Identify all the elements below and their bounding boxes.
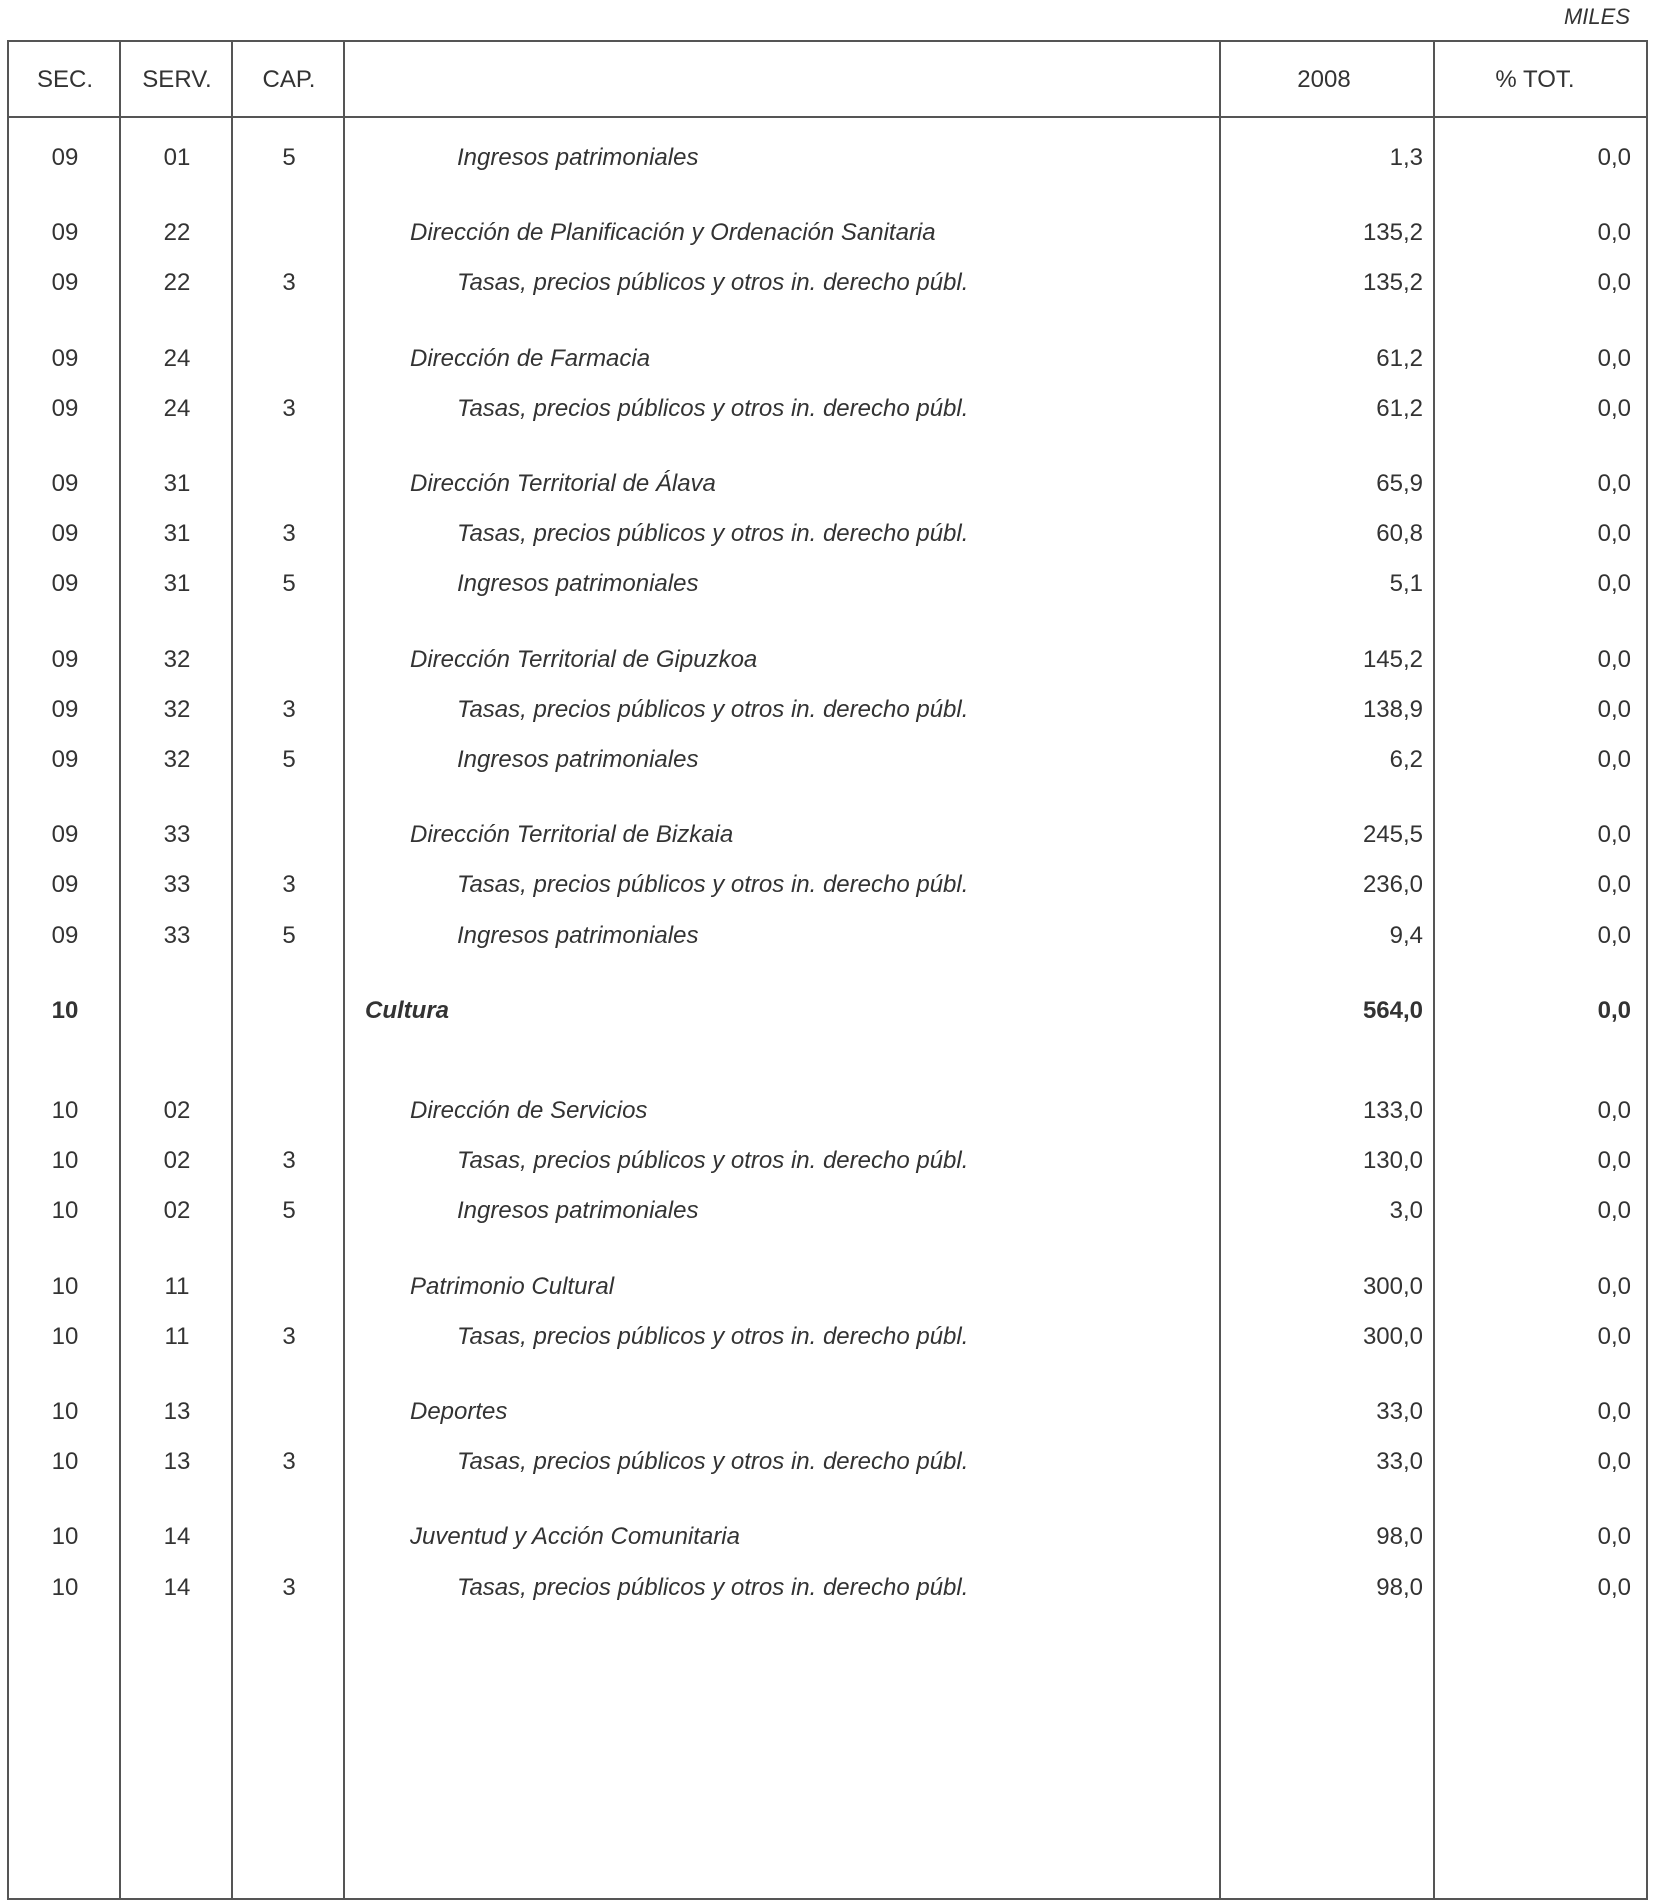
- table-row: [9, 136, 1646, 176]
- cell-description: Tasas, precios públicos y otros in. derecho públ.: [457, 1322, 969, 1350]
- header-serv: SERV.: [142, 66, 212, 93]
- cell-description: Tasas, precios públicos y otros in. derecho públ.: [457, 520, 969, 548]
- cell-sec: 10: [51, 1147, 79, 1175]
- cell-amount: 300,0: [1362, 1322, 1423, 1350]
- column-divider: [119, 42, 121, 1898]
- cell-percent: 0,0: [1597, 470, 1631, 497]
- cell-description: Deportes: [410, 1398, 508, 1425]
- cell-amount: 3,0: [1389, 1197, 1423, 1225]
- cell-amount: 61,2: [1376, 344, 1423, 372]
- cell-cap: 3: [282, 1147, 296, 1175]
- cell-amount: 33,0: [1376, 1448, 1423, 1476]
- cell-sec: 10: [51, 1573, 79, 1601]
- cell-cap: 3: [282, 269, 296, 297]
- cell-sec: 10: [51, 996, 79, 1024]
- cell-percent: 0,0: [1597, 344, 1631, 372]
- cell-serv: 33: [163, 821, 191, 849]
- table-row: [9, 813, 1646, 853]
- cell-serv: 02: [163, 1097, 191, 1124]
- cell-amount: 61,2: [1376, 394, 1423, 422]
- cell-percent: 0,0: [1597, 1523, 1631, 1551]
- cell-cap: 5: [282, 1197, 296, 1225]
- cell-amount: 5,1: [1389, 570, 1423, 598]
- cell-percent: 0,0: [1597, 269, 1631, 297]
- cell-amount: 130,0: [1362, 1147, 1423, 1175]
- table-row: [9, 261, 1646, 301]
- table-row: [9, 1139, 1646, 1179]
- table-row: [9, 914, 1646, 954]
- cell-serv: 22: [163, 219, 191, 247]
- cell-serv: 14: [163, 1573, 191, 1601]
- cell-serv: 13: [163, 1448, 191, 1476]
- cell-description: Ingresos patrimoniales: [457, 921, 699, 949]
- cell-cap: 3: [282, 1322, 296, 1350]
- cell-sec: 09: [51, 269, 79, 297]
- cell-sec: 09: [51, 695, 79, 723]
- cell-sec: 09: [51, 570, 79, 598]
- cell-percent: 0,0: [1597, 144, 1631, 171]
- cell-sec: 10: [51, 1197, 79, 1225]
- cell-cap: 3: [282, 520, 296, 548]
- cell-percent: 0,0: [1597, 219, 1631, 247]
- cell-amount: 65,9: [1376, 470, 1423, 497]
- cell-serv: 32: [163, 645, 191, 673]
- cell-cap: 3: [282, 394, 296, 422]
- cell-sec: 09: [51, 394, 79, 422]
- cell-description: Dirección Territorial de Álava: [410, 470, 716, 497]
- table-row: [9, 989, 1646, 1029]
- cell-sec: 10: [51, 1322, 79, 1350]
- cell-amount: 245,5: [1362, 821, 1423, 849]
- cell-description: Tasas, precios públicos y otros in. derecho públ.: [457, 871, 969, 899]
- cell-amount: 135,2: [1362, 219, 1423, 247]
- cell-percent: 0,0: [1597, 871, 1631, 899]
- cell-description: Patrimonio Cultural: [410, 1272, 615, 1300]
- table-row: [9, 387, 1646, 427]
- cell-description: Tasas, precios públicos y otros in. derecho públ.: [457, 269, 969, 297]
- header-sec: SEC.: [36, 66, 93, 93]
- cell-serv: 02: [163, 1147, 191, 1175]
- cell-percent: 0,0: [1597, 1147, 1631, 1175]
- cell-percent: 0,0: [1597, 520, 1631, 548]
- cell-description: Dirección Territorial de Bizkaia: [410, 821, 734, 849]
- cell-percent: 0,0: [1597, 1322, 1631, 1350]
- table-row: [9, 738, 1646, 778]
- cell-cap: 3: [282, 871, 296, 899]
- cell-cap: 5: [282, 746, 296, 773]
- cell-serv: 31: [163, 570, 191, 598]
- table-row: [9, 1315, 1646, 1355]
- cell-description: Ingresos patrimoniales: [457, 144, 699, 171]
- cell-amount: 145,2: [1362, 645, 1423, 673]
- table-row: [9, 1440, 1646, 1480]
- cell-serv: 32: [163, 695, 191, 723]
- cell-amount: 138,9: [1362, 695, 1423, 723]
- cell-sec: 09: [51, 921, 79, 949]
- cell-cap: 5: [282, 921, 296, 949]
- cell-sec: 10: [51, 1097, 79, 1124]
- cell-percent: 0,0: [1597, 1197, 1631, 1225]
- cell-amount: 9,4: [1389, 921, 1423, 949]
- cell-description: Dirección de Farmacia: [410, 344, 651, 372]
- table-header: [9, 42, 1646, 118]
- cell-cap: 3: [282, 1573, 296, 1601]
- cell-percent: 0,0: [1597, 695, 1631, 723]
- cell-percent: 0,0: [1597, 1573, 1631, 1601]
- header-year: 2008: [1297, 66, 1351, 93]
- cell-description: Dirección de Planificación y Ordenación Sanitaria: [410, 219, 936, 247]
- table-row: [9, 1189, 1646, 1229]
- cell-serv: 11: [164, 1322, 190, 1350]
- cell-amount: 33,0: [1376, 1398, 1423, 1425]
- cell-description: Ingresos patrimoniales: [457, 1197, 699, 1225]
- cell-amount: 135,2: [1362, 269, 1423, 297]
- cell-percent: 0,0: [1597, 1448, 1631, 1476]
- cell-description: Tasas, precios públicos y otros in. derecho públ.: [457, 1448, 969, 1476]
- cell-serv: 22: [163, 269, 191, 297]
- table-row: [9, 688, 1646, 728]
- cell-serv: 31: [163, 520, 191, 548]
- table-row: [9, 1566, 1646, 1606]
- column-divider: [343, 42, 345, 1898]
- cell-amount: 133,0: [1362, 1097, 1423, 1124]
- cell-serv: 14: [163, 1523, 191, 1551]
- cell-description: Tasas, precios públicos y otros in. derecho públ.: [457, 1573, 969, 1601]
- table-row: [9, 1515, 1646, 1555]
- cell-sec: 09: [51, 871, 79, 899]
- cell-sec: 10: [51, 1398, 79, 1425]
- cell-amount: 6,2: [1389, 746, 1423, 773]
- table-row: [9, 863, 1646, 903]
- cell-percent: 0,0: [1597, 1097, 1631, 1124]
- cell-serv: 31: [163, 470, 191, 497]
- cell-cap: 5: [282, 570, 296, 598]
- cell-serv: 13: [163, 1398, 191, 1425]
- cell-percent: 0,0: [1597, 821, 1631, 849]
- cell-amount: 60,8: [1376, 520, 1423, 548]
- cell-percent: 0,0: [1597, 1272, 1631, 1300]
- column-divider: [1219, 42, 1221, 1898]
- table-row: [9, 1390, 1646, 1430]
- cell-cap: 5: [282, 144, 296, 171]
- cell-serv: 11: [164, 1272, 190, 1300]
- cell-serv: 24: [163, 394, 191, 422]
- cell-sec: 09: [51, 645, 79, 673]
- cell-amount: 236,0: [1362, 871, 1423, 899]
- column-divider: [1433, 42, 1435, 1898]
- budget-table: [7, 40, 1648, 1900]
- cell-percent: 0,0: [1597, 746, 1631, 773]
- cell-serv: 24: [163, 344, 191, 372]
- cell-percent: 0,0: [1597, 996, 1631, 1024]
- table-row: [9, 211, 1646, 251]
- cell-percent: 0,0: [1597, 645, 1631, 673]
- table-row: [9, 462, 1646, 502]
- cell-percent: 0,0: [1597, 394, 1631, 422]
- cell-sec: 09: [51, 746, 79, 773]
- cell-percent: 0,0: [1597, 1398, 1631, 1425]
- cell-description: Tasas, precios públicos y otros in. derecho públ.: [457, 394, 969, 422]
- table-row: [9, 638, 1646, 678]
- cell-description: Tasas, precios públicos y otros in. derecho públ.: [457, 695, 969, 723]
- cell-description: Dirección de Servicios: [410, 1097, 648, 1124]
- cell-serv: 33: [163, 921, 191, 949]
- cell-sec: 09: [51, 520, 79, 548]
- cell-serv: 02: [163, 1197, 191, 1225]
- column-divider: [231, 42, 233, 1898]
- table-row: [9, 1265, 1646, 1305]
- cell-amount: 1,3: [1389, 144, 1423, 171]
- cell-amount: 98,0: [1376, 1573, 1423, 1601]
- cell-percent: 0,0: [1597, 921, 1631, 949]
- cell-serv: 33: [163, 871, 191, 899]
- cell-serv: 32: [163, 746, 191, 773]
- cell-cap: 3: [282, 1448, 296, 1476]
- cell-sec: 09: [51, 219, 79, 247]
- cell-amount: 564,0: [1362, 996, 1423, 1024]
- cell-sec: 10: [51, 1523, 79, 1551]
- cell-description: Ingresos patrimoniales: [457, 746, 699, 773]
- table-row: [9, 337, 1646, 377]
- header-pct: % TOT.: [1495, 66, 1575, 93]
- cell-sec: 10: [51, 1272, 79, 1300]
- cell-description: Tasas, precios públicos y otros in. derecho públ.: [457, 1147, 969, 1175]
- cell-sec: 09: [51, 144, 79, 171]
- cell-sec: 09: [51, 821, 79, 849]
- header-cap: CAP.: [262, 66, 316, 93]
- cell-sec: 09: [51, 344, 79, 372]
- cell-description: Dirección Territorial de Gipuzkoa: [410, 645, 758, 673]
- cell-cap: 3: [282, 695, 296, 723]
- cell-amount: 300,0: [1362, 1272, 1423, 1300]
- units-label: MILES: [1563, 4, 1630, 29]
- cell-sec: 10: [51, 1448, 79, 1476]
- cell-percent: 0,0: [1597, 570, 1631, 598]
- cell-description: Juventud y Acción Comunitaria: [410, 1523, 740, 1551]
- table-row: [9, 562, 1646, 602]
- cell-description: Ingresos patrimoniales: [457, 570, 699, 598]
- cell-serv: 01: [163, 144, 191, 171]
- cell-description: Cultura: [365, 996, 449, 1024]
- table-row: [9, 1089, 1646, 1129]
- cell-amount: 98,0: [1376, 1523, 1423, 1551]
- table-row: [9, 512, 1646, 552]
- cell-sec: 09: [51, 470, 79, 497]
